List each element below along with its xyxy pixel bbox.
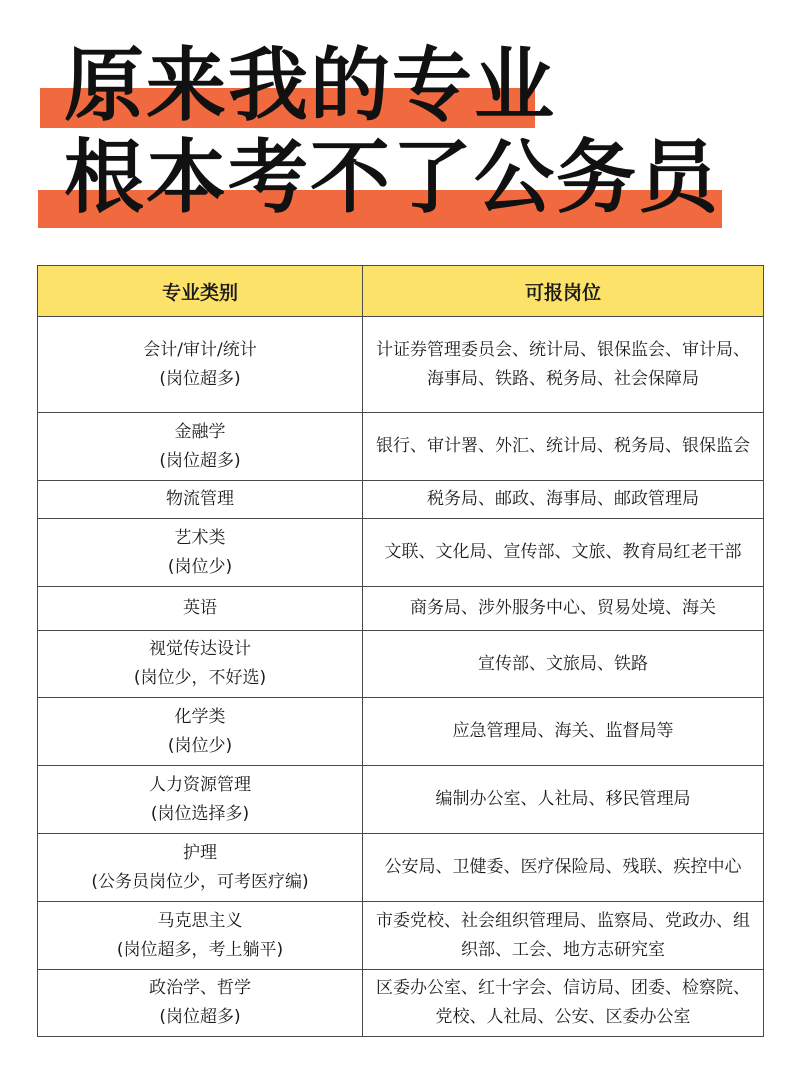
major-cell bbox=[38, 970, 363, 1037]
major-note: (岗位少) bbox=[167, 556, 233, 577]
table-row bbox=[38, 834, 764, 902]
major-cell bbox=[38, 413, 363, 481]
major-cell bbox=[38, 766, 363, 834]
major-name: 护理 bbox=[183, 842, 217, 863]
major-note: (岗位少) bbox=[167, 735, 233, 756]
major-note: (岗位超多，考上躺平) bbox=[116, 939, 284, 960]
table-header-row bbox=[38, 266, 764, 317]
table-row bbox=[38, 902, 764, 970]
positions-cell: 编制办公室、人社局、移民管理局 bbox=[363, 766, 764, 834]
title-line-1: 原来我的专业 bbox=[64, 39, 556, 132]
major-note: (岗位超多) bbox=[159, 450, 241, 471]
major-name: 英语 bbox=[183, 598, 217, 618]
major-name: 金融学 bbox=[174, 421, 226, 442]
positions-cell: 区委办公室、红十字会、信访局、团委、检察院、党校、人社局、公安、区委办公室 bbox=[363, 970, 764, 1037]
header-positions: 可报岗位 bbox=[363, 266, 764, 317]
major-cell bbox=[38, 587, 363, 631]
major-name: 政治学、哲学 bbox=[149, 978, 251, 998]
table-row bbox=[38, 698, 764, 766]
header-major: 专业类别 bbox=[38, 266, 363, 317]
positions-cell: 商务局、涉外服务中心、贸易处境、海关 bbox=[363, 587, 764, 631]
positions-cell: 公安局、卫健委、医疗保险局、残联、疾控中心 bbox=[363, 834, 764, 902]
major-cell bbox=[38, 631, 363, 698]
major-name: 化学类 bbox=[174, 706, 226, 727]
majors-table bbox=[37, 265, 763, 1037]
table-row bbox=[38, 631, 764, 698]
table-row bbox=[38, 970, 764, 1037]
table-row bbox=[38, 413, 764, 481]
major-cell bbox=[38, 834, 363, 902]
title-block bbox=[0, 0, 800, 240]
positions-cell: 宣传部、文旅局、铁路 bbox=[363, 631, 764, 698]
major-note: (公务员岗位少，可考医疗编) bbox=[91, 871, 309, 892]
major-note: (岗位超多) bbox=[159, 368, 241, 389]
major-note: (岗位超多) bbox=[159, 1007, 241, 1027]
positions-cell: 市委党校、社会组织管理局、监察局、党政办、组织部、工会、地方志研究室 bbox=[363, 902, 764, 970]
table-row bbox=[38, 766, 764, 834]
major-note: (岗位少，不好选) bbox=[133, 668, 267, 688]
major-name: 视觉传达设计 bbox=[149, 639, 251, 659]
major-cell bbox=[38, 481, 363, 519]
table-row bbox=[38, 519, 764, 587]
major-name: 物流管理 bbox=[166, 489, 234, 509]
major-cell bbox=[38, 902, 363, 970]
table-row bbox=[38, 587, 764, 631]
major-cell bbox=[38, 317, 363, 413]
positions-cell: 文联、文化局、宣传部、文旅、教育局红老干部 bbox=[363, 519, 764, 587]
table-row bbox=[38, 481, 764, 519]
major-cell bbox=[38, 698, 363, 766]
title-line-2: 根本考不了公务员 bbox=[64, 131, 720, 224]
major-name: 艺术类 bbox=[174, 527, 226, 548]
major-name: 会计/审计/统计 bbox=[143, 339, 257, 360]
major-cell bbox=[38, 519, 363, 587]
major-name: 人力资源管理 bbox=[149, 774, 251, 795]
table-row bbox=[38, 317, 764, 413]
positions-cell: 应急管理局、海关、监督局等 bbox=[363, 698, 764, 766]
positions-cell: 银行、审计署、外汇、统计局、税务局、银保监会 bbox=[363, 413, 764, 481]
major-name: 马克思主义 bbox=[157, 910, 243, 931]
positions-cell: 税务局、邮政、海事局、邮政管理局 bbox=[363, 481, 764, 519]
major-note: (岗位选择多) bbox=[150, 803, 250, 824]
positions-cell: 计证券管理委员会、统计局、银保监会、审计局、海事局、铁路、税务局、社会保障局 bbox=[363, 317, 764, 413]
